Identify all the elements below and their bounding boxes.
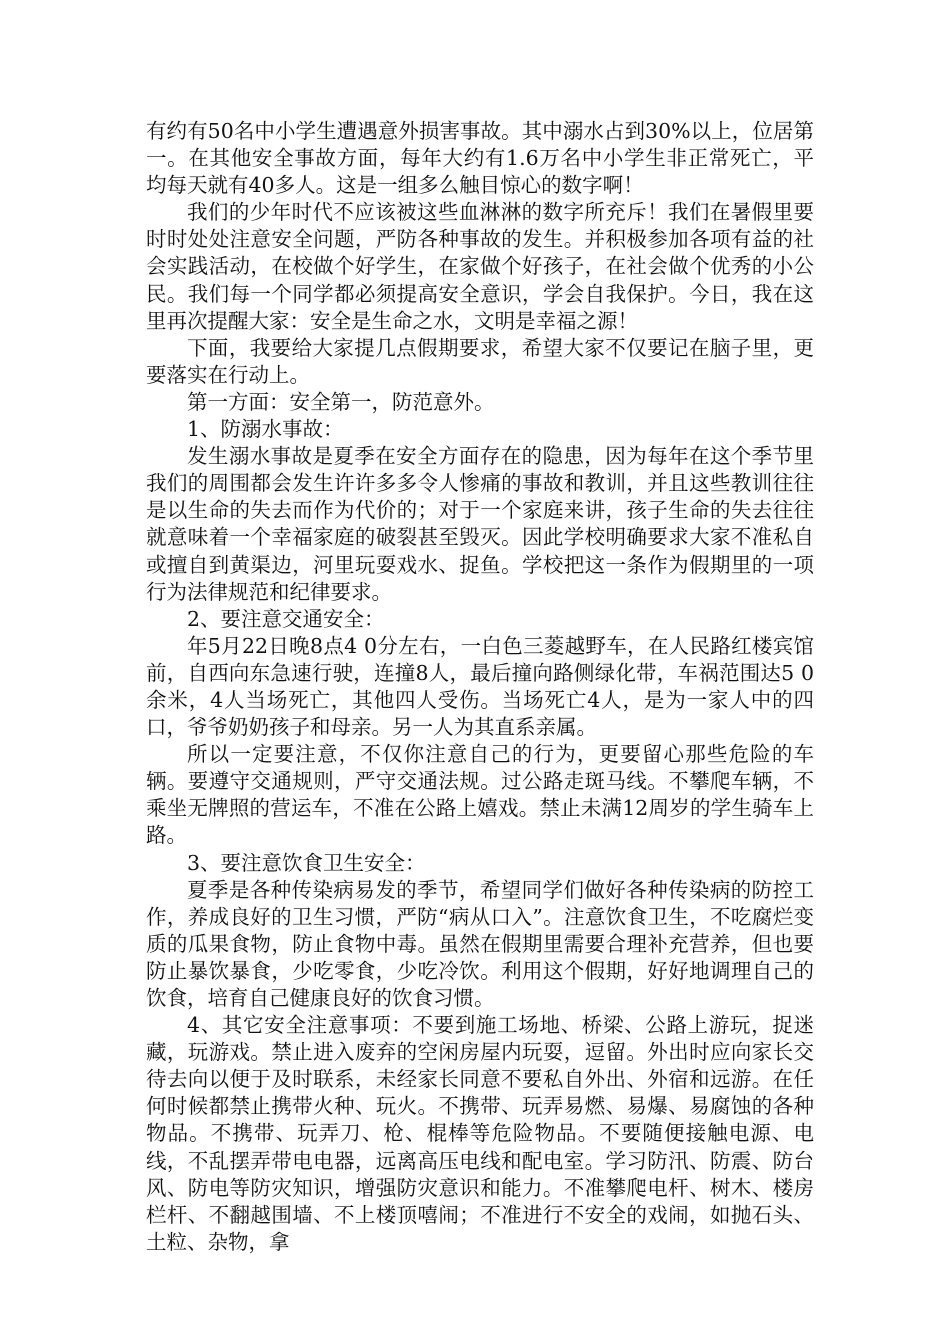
paragraph-holiday-requirements: 下面，我要给大家提几点假期要求，希望大家不仅要记在脑子里，更要落实在行动上。 bbox=[146, 335, 814, 387]
paragraph-drowning: 发生溺水事故是夏季在安全方面存在的隐患，因为每年在这个季节里我们的周围都会发生许许多多令人惨痛的事故和教训，并且这些教训往往是以生命的失去而作为代价的；对于一个家庭来讲，孩子生命的失去往往就意味着一个幸福家庭的破裂甚至毁灭。因此学校明确要求大家不准私自或擅自到黄渠边，河里玩耍戏水、捉鱼。学校把这一条作为假期里的一项行为法律规范和纪律要求。 bbox=[146, 444, 814, 604]
item-heading-drowning: 1、防溺水事故： bbox=[187, 417, 344, 442]
paragraph-traffic-rules: 所以一定要注意，不仅你注意自己的行为，更要留心那些危险的车辆。要遵守交通规则，严守交通法规。过公路走斑马线。不攀爬车辆，不乘坐无牌照的营运车，不准在公路上嬉戏。禁止未满12周岁的学生骑车上路。 bbox=[146, 742, 814, 848]
paragraph-statistics: 有约有50名中小学生遭遇意外损害事故。其中溺水占到30%以上，位居第一。在其他安全事故方面，每年大约有1.6万名中小学生非正常死亡，平均每天就有40多人。这是一组多么触目惊心的数字啊！ bbox=[146, 119, 814, 198]
item-heading-food: 3、要注意饮食卫生安全： bbox=[187, 850, 426, 875]
item-heading-traffic: 2、要注意交通安全： bbox=[187, 606, 385, 631]
document-body bbox=[146, 118, 814, 1256]
paragraph-other-safety: 4、其它安全注意事项：不要到施工场地、桥梁、公路上游玩，捉迷藏，玩游戏。禁止进入废弃的空闲房屋内玩耍，逗留。外出时应向家长交待去向以便于及时联系，未经家长同意不要私自外出、外宿和远游。在任何时候都禁止携带火种、玩火。不携带、玩弄易燃、易爆、易腐蚀的各种物品。不携带、玩弄刀、枪、棍棒等危险物品。不要随便接触电源、电线，不乱摆弄带电电器，远离高压电线和配电室。学习防汛、防震、防台风、防电等防灾知识，增强防灾意识和能力。不准攀爬电杆、树木、楼房栏杆、不翻越围墙、不上楼顶嘻闹；不准进行不安全的戏闹，如抛石头、土粒、杂物，拿 bbox=[146, 1013, 814, 1254]
section-heading-safety-first: 第一方面：安全第一，防范意外。 bbox=[187, 389, 495, 414]
paragraph-food-safety: 夏季是各种传染病易发的季节，希望同学们做好各种传染病的防控工作，养成良好的卫生习惯，严防“病从口入”。注意饮食卫生，不吃腐烂变质的瓜果食物，防止食物中毒。虽然在假期里需要合理补充营养，但也要防止暴饮暴食，少吃零食，少吃冷饮。利用这个假期，好好地调理自己的饮食，培育自己健康良好的饮食习惯。 bbox=[146, 877, 814, 1010]
paragraph-youth-safety: 我们的少年时代不应该被这些血淋淋的数字所充斥！我们在暑假里要时时处处注意安全问题，严防各种事故的发生。并积极参加各项有益的社会实践活动，在校做个好学生，在家做个好孩子，在社会做个优秀的小公民。我们每一个同学都必须提高安全意识，学会自我保护。今日，我在这里再次提醒大家：安全是生命之水，文明是幸福之源！ bbox=[146, 200, 814, 333]
paragraph-traffic-accident: 年5月22日晚8点4 0分左右，一白色三菱越野车，在人民路红楼宾馆前，自西向东急速行驶，连撞8人，最后撞向路侧绿化带，车祸范围达5 0余米，4人当场死亡，其他四人受伤。当场死亡4人，是为一家人中的四口，爷爷奶奶孩子和母亲。另一人为其直系亲属。 bbox=[146, 633, 814, 740]
